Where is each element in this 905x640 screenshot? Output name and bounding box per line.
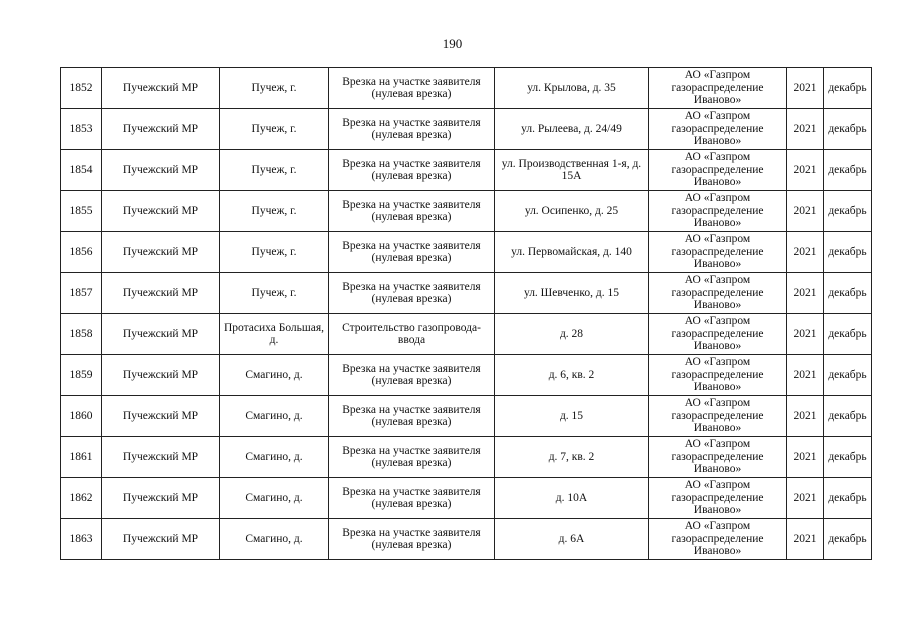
cell-work-type: Врезка на участке заявителя (нулевая врезка): [329, 191, 495, 232]
cell-year: 2021: [787, 68, 824, 109]
cell-organization: АО «Газпром газораспределение Иваново»: [649, 150, 787, 191]
cell-month: декабрь: [824, 396, 872, 437]
cell-address: д. 28: [495, 314, 649, 355]
cell-month: декабрь: [824, 68, 872, 109]
cell-number: 1861: [61, 437, 102, 478]
cell-address: д. 10А: [495, 478, 649, 519]
cell-settlement: Протасиха Большая, д.: [220, 314, 329, 355]
cell-number: 1853: [61, 109, 102, 150]
cell-address: д. 15: [495, 396, 649, 437]
cell-address: д. 6, кв. 2: [495, 355, 649, 396]
cell-organization: АО «Газпром газораспределение Иваново»: [649, 355, 787, 396]
table-row: [61, 191, 872, 232]
table-row: [61, 396, 872, 437]
table-row: [61, 519, 872, 560]
table-row: [61, 478, 872, 519]
cell-settlement: Смагино, д.: [220, 396, 329, 437]
table-row: [61, 437, 872, 478]
cell-year: 2021: [787, 273, 824, 314]
cell-district: Пучежский МР: [102, 314, 220, 355]
cell-month: декабрь: [824, 478, 872, 519]
cell-district: Пучежский МР: [102, 232, 220, 273]
cell-month: декабрь: [824, 109, 872, 150]
cell-work-type: Врезка на участке заявителя (нулевая врезка): [329, 150, 495, 191]
cell-district: Пучежский МР: [102, 150, 220, 191]
table-row: [61, 232, 872, 273]
cell-settlement: Смагино, д.: [220, 437, 329, 478]
cell-month: декабрь: [824, 273, 872, 314]
cell-year: 2021: [787, 478, 824, 519]
cell-year: 2021: [787, 150, 824, 191]
cell-work-type: Строительство газопровода-ввода: [329, 314, 495, 355]
cell-work-type: Врезка на участке заявителя (нулевая врезка): [329, 519, 495, 560]
cell-month: декабрь: [824, 355, 872, 396]
cell-organization: АО «Газпром газораспределение Иваново»: [649, 478, 787, 519]
cell-settlement: Пучеж, г.: [220, 109, 329, 150]
cell-address: ул. Рылеева, д. 24/49: [495, 109, 649, 150]
cell-address: ул. Крылова, д. 35: [495, 68, 649, 109]
cell-month: декабрь: [824, 191, 872, 232]
cell-organization: АО «Газпром газораспределение Иваново»: [649, 314, 787, 355]
cell-month: декабрь: [824, 314, 872, 355]
cell-address: ул. Первомайская, д. 140: [495, 232, 649, 273]
cell-organization: АО «Газпром газораспределение Иваново»: [649, 273, 787, 314]
cell-number: 1858: [61, 314, 102, 355]
cell-organization: АО «Газпром газораспределение Иваново»: [649, 396, 787, 437]
table-row: [61, 273, 872, 314]
cell-year: 2021: [787, 191, 824, 232]
table-row: [61, 68, 872, 109]
cell-number: 1860: [61, 396, 102, 437]
cell-month: декабрь: [824, 437, 872, 478]
cell-number: 1855: [61, 191, 102, 232]
cell-number: 1854: [61, 150, 102, 191]
cell-district: Пучежский МР: [102, 396, 220, 437]
cell-month: декабрь: [824, 150, 872, 191]
cell-year: 2021: [787, 519, 824, 560]
cell-settlement: Пучеж, г.: [220, 273, 329, 314]
records-table-body: [61, 68, 872, 560]
cell-number: 1852: [61, 68, 102, 109]
cell-work-type: Врезка на участке заявителя (нулевая врезка): [329, 437, 495, 478]
page-number: 190: [442, 36, 463, 51]
cell-organization: АО «Газпром газораспределение Иваново»: [649, 437, 787, 478]
cell-district: Пучежский МР: [102, 519, 220, 560]
cell-address: ул. Производственная 1-я, д. 15А: [495, 150, 649, 191]
cell-settlement: Пучеж, г.: [220, 150, 329, 191]
cell-number: 1863: [61, 519, 102, 560]
cell-district: Пучежский МР: [102, 478, 220, 519]
cell-organization: АО «Газпром газораспределение Иваново»: [649, 519, 787, 560]
cell-district: Пучежский МР: [102, 355, 220, 396]
table-row: [61, 314, 872, 355]
cell-work-type: Врезка на участке заявителя (нулевая врезка): [329, 232, 495, 273]
cell-year: 2021: [787, 314, 824, 355]
cell-number: 1856: [61, 232, 102, 273]
table-row: [61, 150, 872, 191]
cell-address: ул. Шевченко, д. 15: [495, 273, 649, 314]
cell-settlement: Смагино, д.: [220, 519, 329, 560]
cell-year: 2021: [787, 109, 824, 150]
cell-organization: АО «Газпром газораспределение Иваново»: [649, 191, 787, 232]
cell-year: 2021: [787, 232, 824, 273]
cell-settlement: Пучеж, г.: [220, 68, 329, 109]
cell-month: декабрь: [824, 519, 872, 560]
cell-district: Пучежский МР: [102, 109, 220, 150]
cell-address: ул. Осипенко, д. 25: [495, 191, 649, 232]
cell-work-type: Врезка на участке заявителя (нулевая врезка): [329, 478, 495, 519]
cell-settlement: Пучеж, г.: [220, 191, 329, 232]
records-table: [60, 67, 872, 560]
cell-work-type: Врезка на участке заявителя (нулевая врезка): [329, 355, 495, 396]
cell-work-type: Врезка на участке заявителя (нулевая врезка): [329, 396, 495, 437]
cell-organization: АО «Газпром газораспределение Иваново»: [649, 232, 787, 273]
cell-settlement: Смагино, д.: [220, 478, 329, 519]
cell-settlement: Пучеж, г.: [220, 232, 329, 273]
cell-district: Пучежский МР: [102, 273, 220, 314]
cell-address: д. 6А: [495, 519, 649, 560]
cell-organization: АО «Газпром газораспределение Иваново»: [649, 68, 787, 109]
cell-year: 2021: [787, 355, 824, 396]
cell-work-type: Врезка на участке заявителя (нулевая врезка): [329, 68, 495, 109]
cell-number: 1857: [61, 273, 102, 314]
cell-work-type: Врезка на участке заявителя (нулевая врезка): [329, 109, 495, 150]
cell-district: Пучежский МР: [102, 68, 220, 109]
cell-district: Пучежский МР: [102, 437, 220, 478]
cell-work-type: Врезка на участке заявителя (нулевая врезка): [329, 273, 495, 314]
table-row: [61, 355, 872, 396]
cell-settlement: Смагино, д.: [220, 355, 329, 396]
cell-month: декабрь: [824, 232, 872, 273]
cell-number: 1862: [61, 478, 102, 519]
cell-year: 2021: [787, 396, 824, 437]
cell-district: Пучежский МР: [102, 191, 220, 232]
table-row: [61, 109, 872, 150]
cell-address: д. 7, кв. 2: [495, 437, 649, 478]
cell-number: 1859: [61, 355, 102, 396]
cell-organization: АО «Газпром газораспределение Иваново»: [649, 109, 787, 150]
cell-year: 2021: [787, 437, 824, 478]
